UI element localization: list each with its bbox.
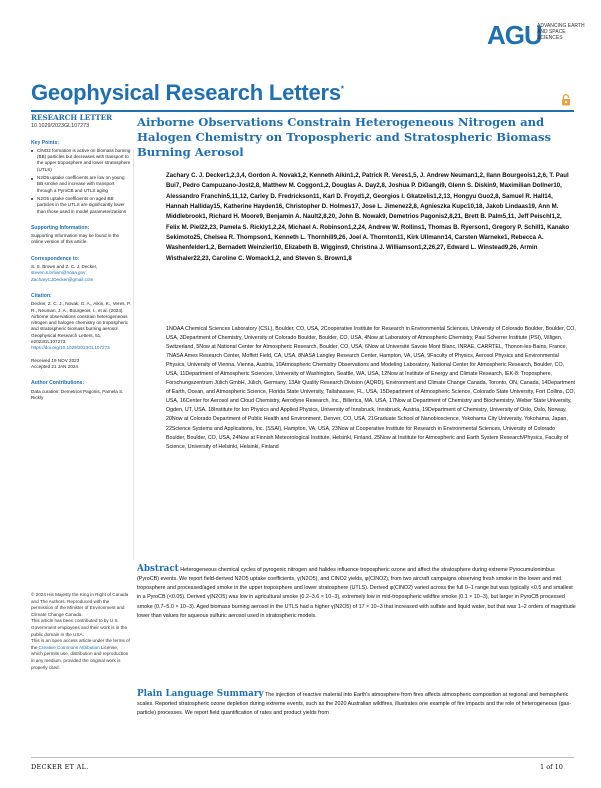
citation-heading: Citation:	[31, 292, 52, 299]
key-point: N2O5 uptake coefficients are low on young BB smoke and increase with transport through a PyroCB and UTLS aging	[31, 175, 131, 194]
author-contributions-heading: Author Contributions:	[31, 380, 85, 387]
license-text: This is an open access article under the terms of the Creative Commons Attribution License, which permits use, distribution and reproduction in any medium, provided the original work is properly cited.	[31, 638, 130, 670]
cc-license-link[interactable]: Creative Commons Attribution	[38, 644, 100, 650]
agu-logo	[487, 16, 585, 54]
pls-heading: Plain Language Summary	[137, 689, 264, 699]
copyright-text: © 2024 His Majesty the King in Right of Canada and The Authors. Reproduced with the permission of the Minister of Environment and Climate Change Canada.	[31, 592, 129, 617]
correspondence-names: S. S. Brown and Z. C. J. Decker,	[31, 264, 98, 270]
key-point: N2O5 uptake coefficients on aged BB particles in the UTLS are significantly lower than those used in model parameterizations	[31, 196, 131, 215]
accepted-date: Accepted 21 JAN 2024	[31, 363, 78, 369]
correspondence-email-link[interactable]: ZacharyCJDecker@gmail.com	[31, 276, 94, 282]
article-doi[interactable]: 10.1029/2023GL107273	[31, 123, 90, 130]
copyright-block	[31, 592, 131, 671]
page-number: 1 of 10	[540, 763, 563, 771]
correspondence-email-link[interactable]: steven.s.brown@noaa.gov;	[31, 270, 87, 276]
citation-doi-link-cont[interactable]: 2023GL107273	[78, 345, 110, 351]
citation-doi-link[interactable]: https://doi.org/10.1029/	[31, 345, 78, 351]
abstract-heading: Abstract	[137, 564, 179, 574]
affiliations: 1NOAA Chemical Sciences Laboratory (CSL), Boulder, CO, USA, 2Cooperative Institute for Research in Environmental Sciences, University of Colorado Boulder, Boulder, CO, USA, 3Department of Chemistry, University of Colorado Boulder, Boulder, CO, USA, 4Now at Laboratory of Atmospheric Chemistry, Paul Scherrer Institute (PSI), Villigen, Switzerland, 5Now at National Center for Atmospheric Research, Boulder, CO, USA, 6Now at Université Savoie Mont Blanc, INRAE, CARRTEL, Thonon-les-Bains, France, 7NASA Ames Research Center, Moffett Field, CA, USA, 8NASA Langley Research Center, Hampton, VA, USA, 9Faculty of Physics, Aerosol Physics and Environmental Physics, University of Vienna, Vienna, Austria, 10Atmospheric Chemistry Observations and Modeling Laboratory, National Center for Atmospheric Research, Boulder, CO, USA, 11Department of Atmospheric Sciences, University of Washington, Seattle, WA, USA, 12Now at Institute of Energy and Climate Research, IEK-8: Troposphere, Forschungszentrum Jülich GmbH, Jülich, Germany, 13Air Quality Research Division (AQRD), Environment and Climate Change Canada, Toronto, ON, Canada, 14Department of Earth, Ocean, and Atmospheric Science, Florida State University, Tallahassee, FL, USA, 15Department of Atmospheric Science, Colorado State University, Fort Collins, CO, USA, 16Center for Aerosol and Cloud Chemistry, Aerodyne Research, Inc., Billerica, MA, USA, 17Now at Department of Chemistry and Biochemistry, Weber State University, Ogden, UT, USA, 18Institute for Ion Physics and Applied Physics, University of Innsbruck, Innsbruck, Austria, 19Department of Chemistry, University of Oslo, Oslo, Norway, 20Now at Colorado Department of Public Health and Environment, Denver, CO, USA, 21Graduate School of Nanobioscience, Yokohama City University, Yokohama, Japan, 22Science Systems and Applications, Inc. (SSAI), Hampton, VA, USA, 23Now at Cooperative Institute for Research in Environmental Sciences, University of Colorado Boulder, Boulder, CO, USA, 24Now at Finnish Meteorological Institute, Helsinki, Finland, 25Now at Institute for Atmospheric and Earth System Research/Physics, Faculty of Science, University of Helsinki, Helsinki, Finland	[166, 326, 576, 450]
journal-title: Geophysical Research Letters*	[31, 80, 344, 105]
abstract-section	[137, 565, 577, 621]
agu-logo-text: AGU	[487, 20, 542, 50]
correspondence-heading: Correspondence to:	[31, 255, 80, 262]
citation-text: Decker, Z. C. J., Novak, G. A., Aikin, K., Veres, P. R., Neuman, J. A., Bourgeois, I., et al. (2024). Airborne observations constrain heterogeneous nitrogen and halogen chemistry on tropospheric and stratospheric biomass burning aerosol. Geophysical Research Letters, 51, e2023GL107273. https://doi.org/10.1029/2023GL107273	[31, 301, 131, 351]
left-sidebar	[31, 114, 131, 401]
open-access-lock-icon	[561, 94, 571, 106]
author-list: Zachary C. J. Decker1,2,3,4, Gordon A. Novak1,2, Kenneth Aikin1,2, Patrick R. Veres1,5, J. Andrew Neuman1,2, Ilann Bourgeois1,2,6, T. Paul Bui7, Pedro Campuzano-Jost2,8, Matthew M. Coggon1,2, Douglas A. Day2,8, Joshua P. DiGangi9, Glenn S. Diskin9, Maximilian Dollner10, Alessandro Franchin5,11,12, Carley D. Fredrickson11, Karl D. Froyd1,2, Georgios I. Gkatzelis1,2,13, Hongyu Guo2,8, Samuel R. Hall14, Hannah Halliday15, Katherine Hayden16, Christopher D. Holmes17, Jose L. Jimenez2,8, Agnieszka Kupc10,18, Jakob Lindaas19, Ann M. Middlebrook1, Richard H. Moore9, Benjamin A. Nault2,8,20, John B. Nowak9, Demetrios Pagonis2,8,21, Brett B. Palm5,11, Jeff Peischl1,2, Felix M. Piel22,23, Pamela S. Rickly1,2,24, Michael A. Robinson1,2,24, Andrew W. Rollins1, Thomas B. Ryerson1, Gregory P. Schill1, Kanako Sekimoto25, Chelsea R. Thompson1, Kenneth L. Thornhill9,26, Joel A. Thornton11, Kirk Ullmann14, Carsten Warneke1, Rebecca A. Washenfelder1,2, Bernadett Weinzierl10, Elizabeth B. Wiggins9, Christina J. Williamson1,2,26,27, Edward L. Winstead9,26, Armin Wisthaler22,23, Caroline C. Womack1,2, and Steven S. Brown1,8	[166, 172, 570, 262]
plain-language-summary	[137, 690, 577, 718]
agu-logo-subtitle: ADVANCING EARTH AND SPACE SCIENCES	[537, 23, 585, 41]
column-divider	[133, 150, 134, 560]
key-point: ClNO2 formation is active on biomass burning (BB) particles but decreases with transport to the upper troposphere and lower stratosphere (UTLS)	[31, 148, 131, 173]
pls-text: The injection of reactive material into Earth's atmosphere from fires affects atmospheric composition at regional and hemispheric scales. Reported stratospheric ozone depletion during extreme events, such as the 2020 Australian wildfires, illustrates one example of fire impacts and the role of heterogeneous (gas-particle) processes. We report field quantification of rates and product yields from	[137, 692, 571, 717]
article-title: Airborne Observations Constrain Heterogeneous Nitrogen and Halogen Chemistry on Tropospheric and Stratospheric Biomass Burning Aerosol	[137, 115, 552, 159]
supporting-info-heading: Supporting Information:	[31, 224, 90, 231]
footer-authors: DECKER ET AL.	[31, 763, 89, 771]
footer-rule	[31, 757, 574, 758]
key-points-heading: Key Points:	[31, 139, 60, 146]
supporting-info-text: Supporting Information may be found in the online version of this article.	[31, 233, 120, 245]
received-date: Received 19 NOV 2023	[31, 357, 80, 363]
article-type: RESEARCH LETTER	[31, 113, 113, 122]
abstract-text: Heterogeneous chemical cycles of pyrogenic nitrogen and halides influence tropospheric ozone and affect the stratosphere during extreme Pyrocumulonimbus (PyroCB) events. We report field-derived N2O5 uptake coefficients, γ(N2O5), and ClNO2 yields, φ(ClNO2), from two aircraft campaigns observing fresh smoke in the lower and mid troposphere and processed/aged smoke in the upper troposphere and lower stratosphere (UTLS). Derived φ(ClNO2) varied across the full 0–1 range but was typically <0.5 and smallest in a PyroCB (<0.05). Derived γ(N2O5) was low in agricultural smoke (0.2–3.6 × 10−3), extremely low in mid-tropospheric wildfire smoke (0.1 × 10−3), but larger in PyroCB processed smoke (0.7–5.0 × 10−3). Aged biomass burning aerosol in the UTLS had a higher γ(N2O5) of 17 × 10−3 that increased with sulfate and liquid water, but that was 1–2 orders of magnitude lower than values for aqueous sulfuric aerosol used in stratospheric models.	[137, 567, 576, 619]
author-contributions-text: Data curation: Demetrios Pagonis, Pamela S. Rickly	[31, 388, 124, 400]
copyright-text: This article has been contributed to by U.S. Government employees and their work is in the public domain in the USA.	[31, 618, 128, 637]
header-rule	[31, 110, 574, 112]
